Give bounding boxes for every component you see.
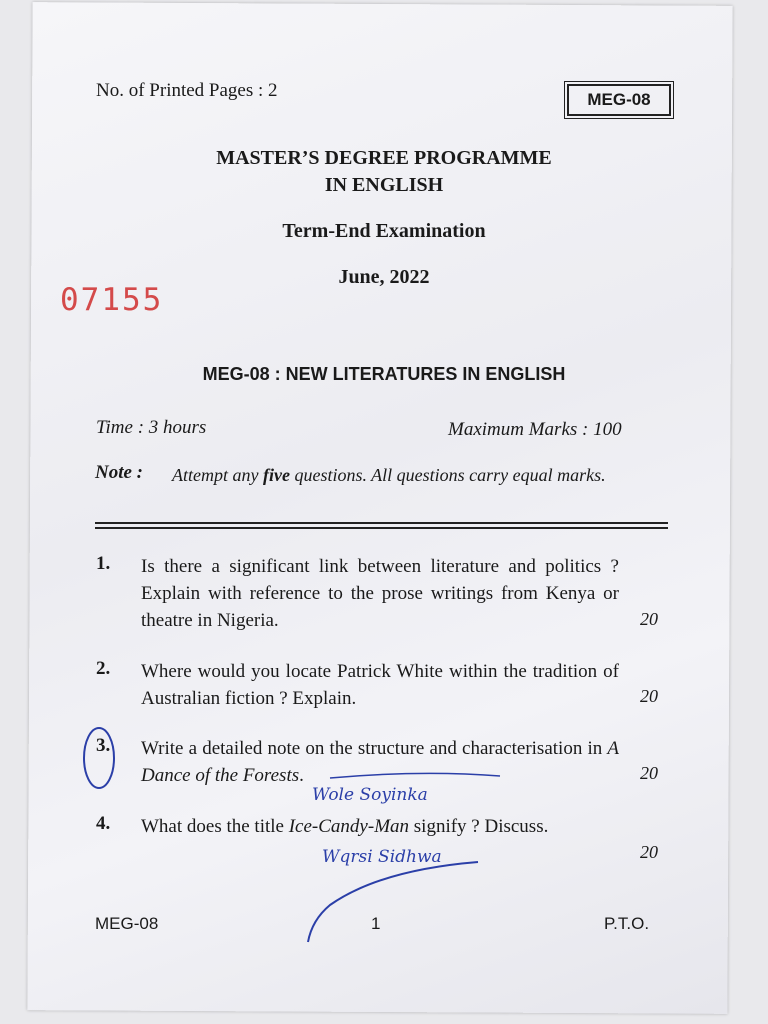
- footer-course-code: MEG-08: [95, 914, 159, 933]
- divider-rule-bottom: [95, 527, 668, 529]
- question-number: 1.: [96, 553, 111, 574]
- divider-rule-top: [95, 522, 668, 524]
- question-number: 2.: [96, 658, 111, 679]
- question-marks: 20: [640, 609, 658, 629]
- question-marks: 20: [640, 763, 658, 783]
- question-text: Write a detailed note on the structure and characterisation in A Dance of the Forests.: [141, 738, 619, 786]
- question-marks: 20: [640, 686, 658, 706]
- serial-number-stamp: 07155: [60, 282, 164, 318]
- exam-date: June, 2022: [338, 266, 430, 288]
- note-emphasis: five: [262, 465, 290, 485]
- question-text: What does the title Ice-Candy-Man signify ? Discuss.: [141, 816, 549, 837]
- handwritten-annotation-1: Wole Soyinka: [312, 785, 428, 805]
- work-title: Ice-Candy-Man: [288, 816, 410, 837]
- handwritten-annotation-2: Wqrsi Sidhwa: [322, 847, 442, 867]
- subject-heading: MEG-08 : NEW LITERATURES IN ENGLISH: [202, 364, 566, 384]
- footer-pto: P.T.O.: [604, 914, 650, 933]
- maximum-marks: Maximum Marks : 100: [448, 419, 622, 440]
- programme-title-line1: MASTER’S DEGREE PROGRAMME: [216, 147, 552, 169]
- course-code-box: [567, 84, 671, 116]
- note-text: Attempt any five questions. All questions carry equal marks.: [172, 465, 606, 485]
- question-number: 4.: [96, 813, 111, 834]
- time-allowed: Time : 3 hours: [96, 417, 207, 438]
- question-text: Where would you locate Patrick White within the tradition of Australian fiction ? Explain.: [141, 661, 619, 709]
- question-number: 3.: [96, 735, 111, 756]
- exam-title: Term-End Examination: [282, 220, 486, 242]
- work-title: A Dance of the Forests: [141, 738, 619, 786]
- programme-title-line2: IN ENGLISH: [324, 174, 444, 196]
- course-code: MEG-08: [587, 90, 651, 109]
- question-text: Is there a significant link between literature and politics ? Explain with reference to the prose writings from Kenya or theatre in Nigeria.: [141, 556, 619, 631]
- question-marks: 20: [640, 842, 658, 862]
- printed-pages-count: No. of Printed Pages : 2: [96, 80, 278, 101]
- note-label: Note :: [95, 462, 144, 483]
- footer-page-number: 1: [371, 914, 381, 933]
